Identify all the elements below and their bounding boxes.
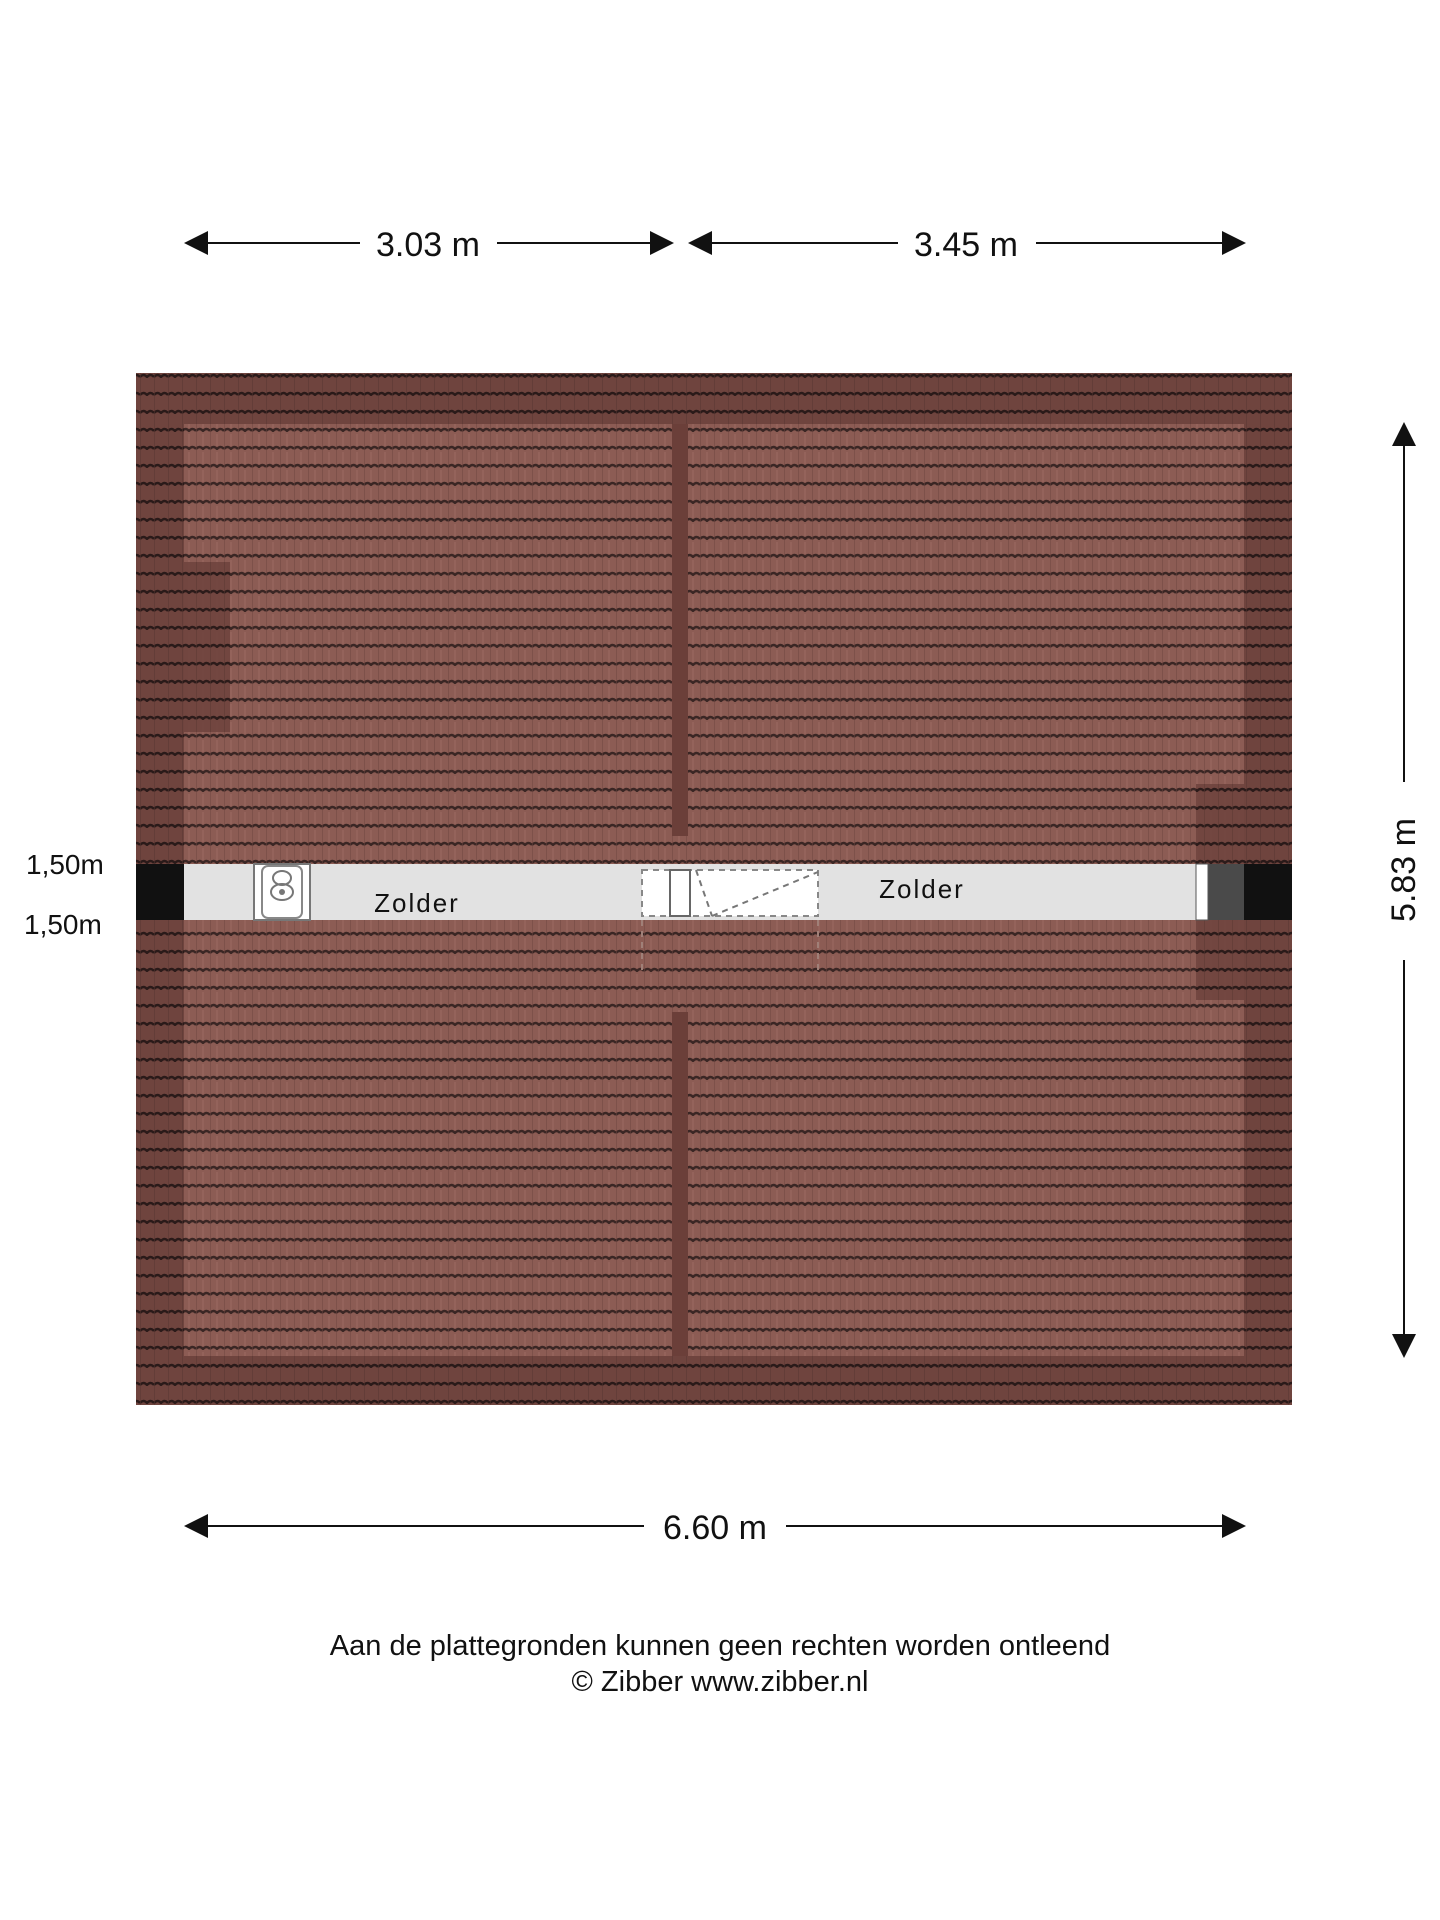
footer-disclaimer: Aan de plattegronden kunnen geen rechten worden ontleend xyxy=(329,1630,1111,1662)
dimension-right xyxy=(1385,424,1423,1356)
wall-right xyxy=(1244,864,1292,920)
dimension-bottom xyxy=(186,1509,1244,1547)
height-label-lower: 1,50m xyxy=(24,909,102,940)
dimension-label: 3.03 m xyxy=(376,226,480,264)
dimension-label: 6.60 m xyxy=(663,1509,767,1547)
dimension-top-right xyxy=(690,226,1244,264)
room-label-right: Zolder xyxy=(879,874,965,904)
dimension-label: 5.83 m xyxy=(1385,818,1423,922)
roof-lower xyxy=(136,920,1292,1405)
room-label-left: Zolder xyxy=(374,888,460,918)
footer-copyright: © Zibber www.zibber.nl xyxy=(571,1666,869,1698)
boiler-icon xyxy=(254,864,310,920)
wall-left xyxy=(136,864,184,920)
roof-upper xyxy=(136,373,1292,864)
dimension-label: 3.45 m xyxy=(914,226,1018,264)
dimension-top-left xyxy=(186,226,672,264)
height-label-upper: 1,50m xyxy=(26,849,104,880)
